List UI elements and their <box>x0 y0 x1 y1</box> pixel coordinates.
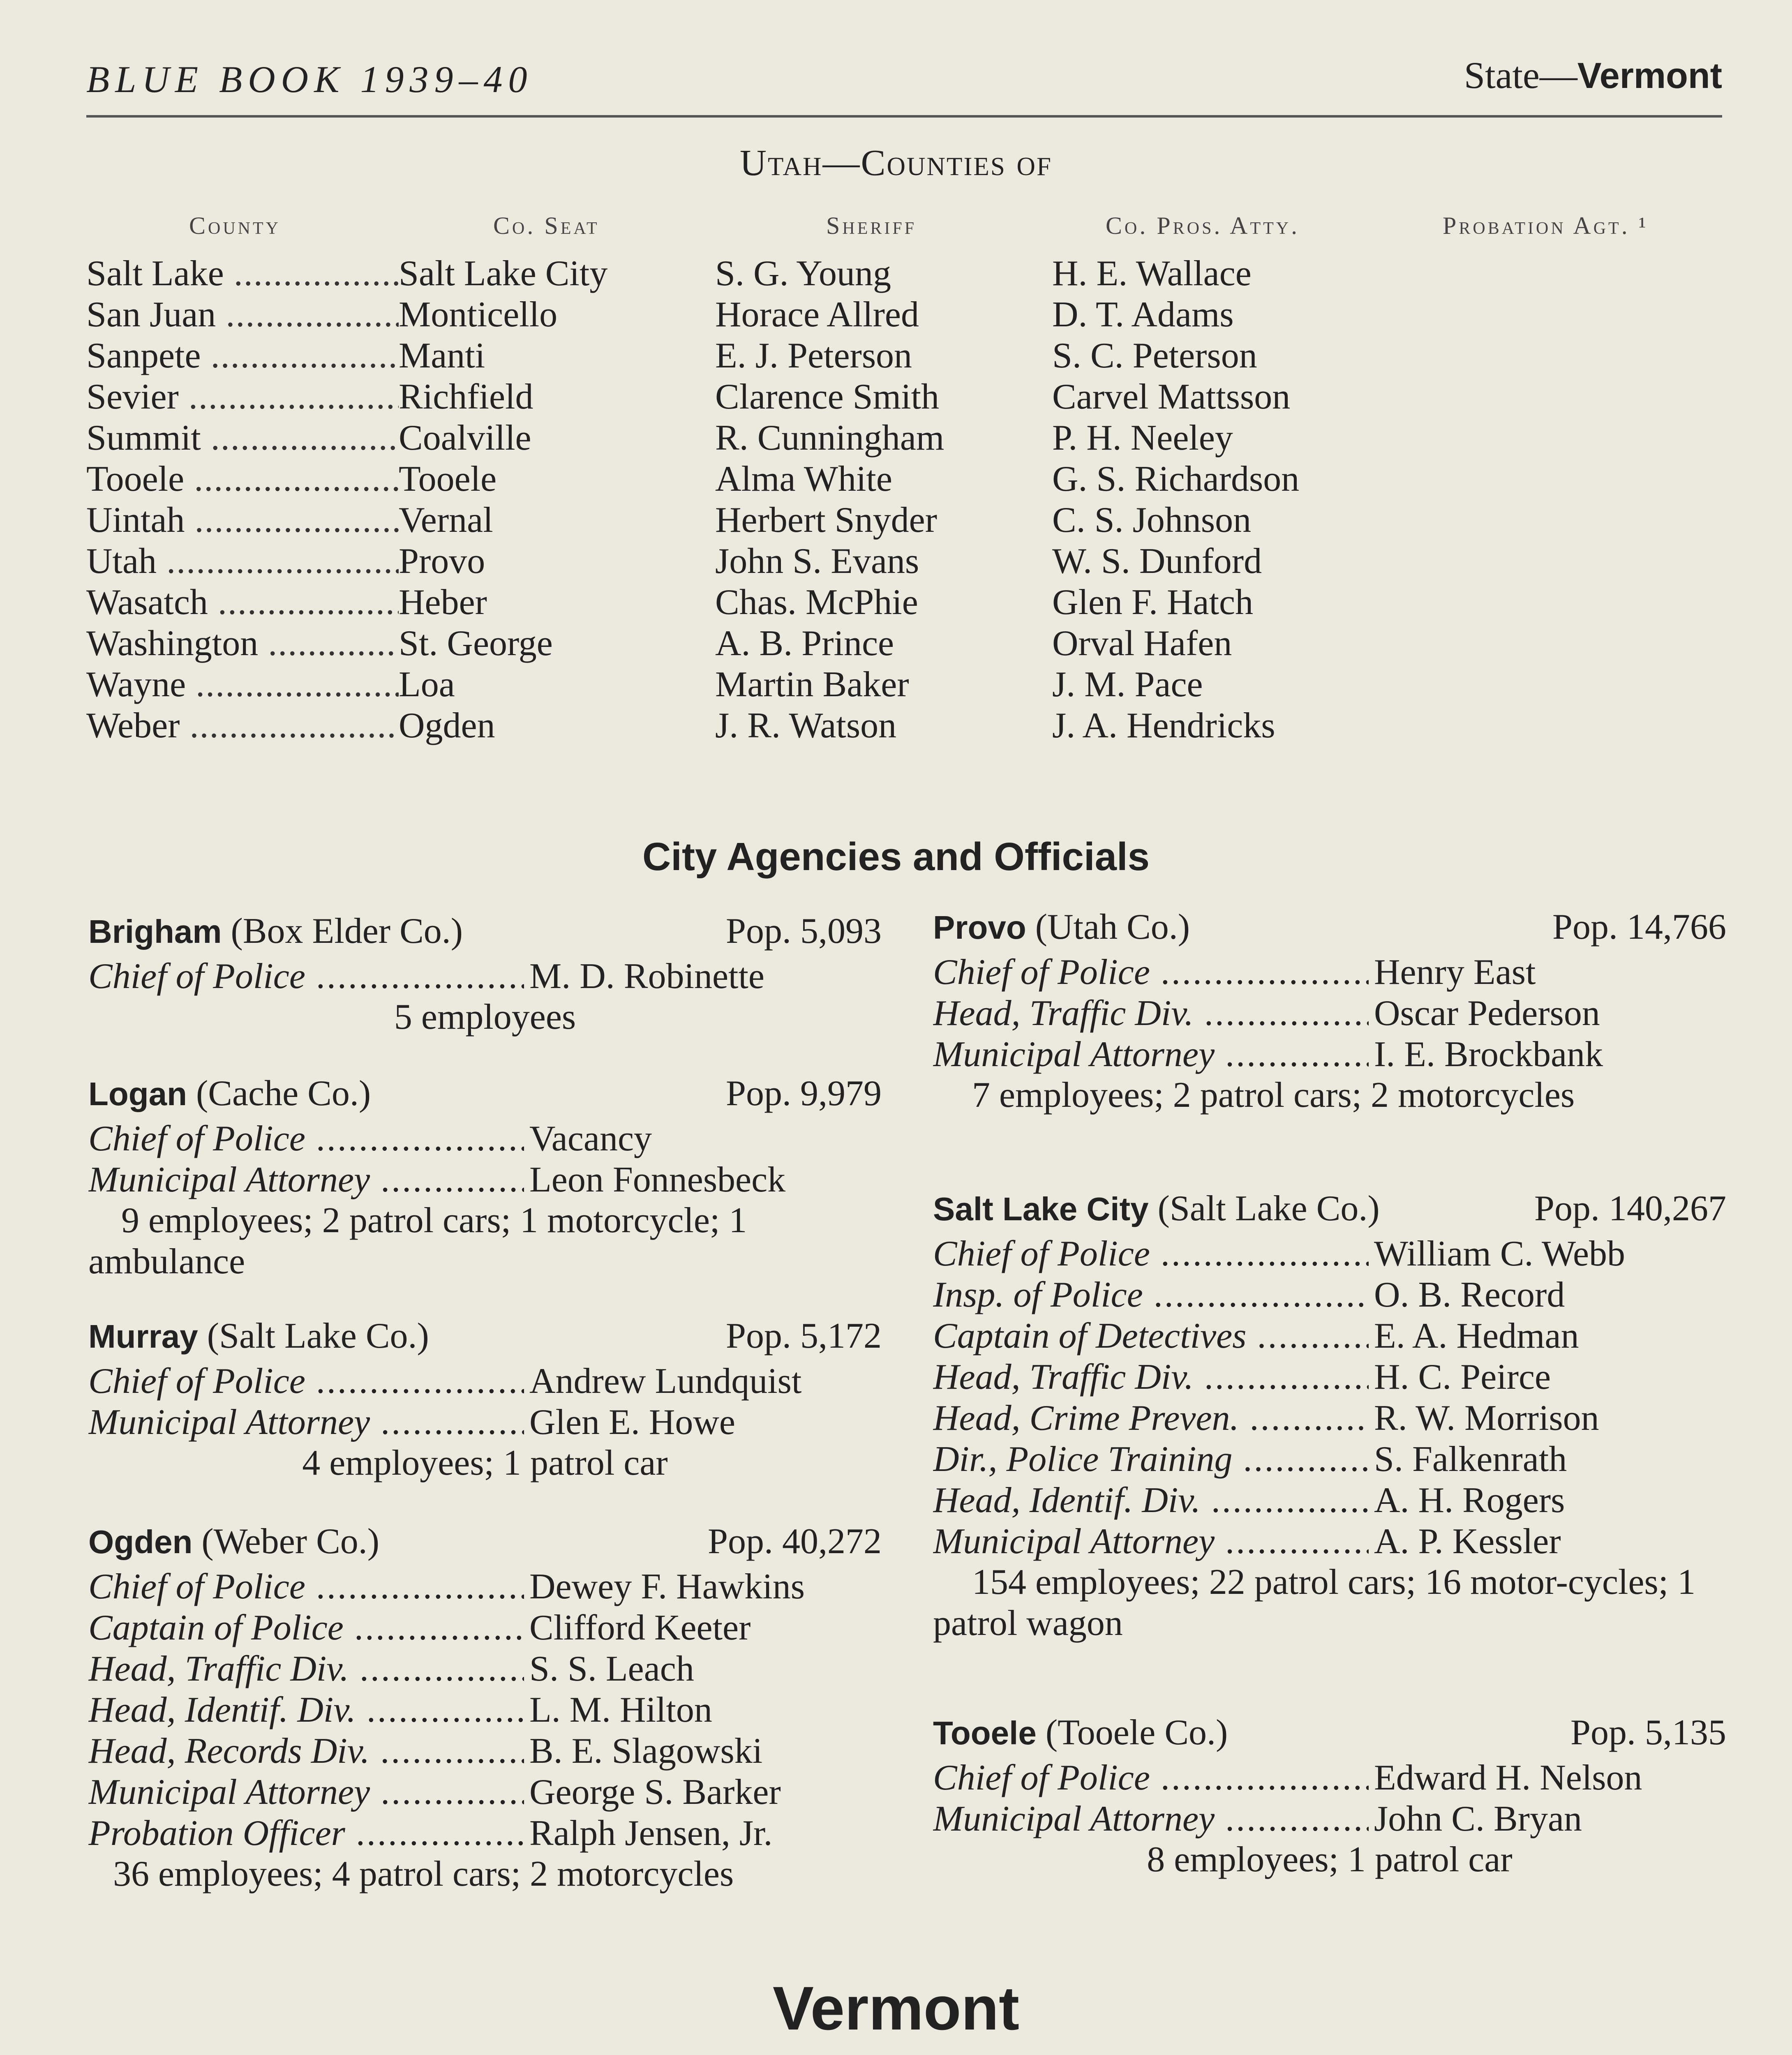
official-name: John C. Bryan <box>1371 1798 1582 1840</box>
atty-cell: D. T. Adams <box>1052 295 1234 335</box>
official-name: Henry East <box>1371 951 1536 993</box>
official-title: Municipal Attorney <box>88 1402 370 1442</box>
col-header-sheriff: Sheriff <box>826 212 917 239</box>
sheriff-cell: Herbert Snyder <box>715 500 938 540</box>
official-row <box>933 993 1726 1034</box>
table-row <box>0 582 1792 623</box>
col-header-probation: Probation Agt. ¹ <box>1443 212 1649 239</box>
seat-cell: Manti <box>399 336 485 376</box>
atty-cell: W. S. Dunford <box>1052 541 1262 581</box>
official-name: S. Falkenrath <box>1371 1438 1567 1480</box>
atty-cell: P. H. Neeley <box>1052 418 1233 458</box>
atty-cell: C. S. Johnson <box>1052 500 1252 540</box>
official-name: Andrew Lundquist <box>526 1360 801 1402</box>
official-row <box>933 1798 1726 1839</box>
city-block-logan <box>88 1073 882 1282</box>
atty-cell: Carvel Mattsson <box>1052 377 1291 417</box>
official-name: Dewey F. Hawkins <box>526 1566 805 1607</box>
table-row <box>0 458 1792 499</box>
sheriff-cell: A. B. Prince <box>715 623 894 663</box>
city-block-provo <box>933 906 1726 1116</box>
official-title: Head, Identif. Div. <box>933 1480 1201 1520</box>
seat-cell: Vernal <box>399 500 493 540</box>
official-row <box>88 1771 882 1813</box>
official-name: H. C. Peirce <box>1371 1356 1551 1398</box>
city-name: Salt Lake City <box>933 1191 1149 1227</box>
official-title: Captain of Detectives <box>933 1316 1247 1356</box>
official-title: Dir., Police Training <box>933 1439 1233 1479</box>
county-cell: Sanpete ..... <box>86 335 399 376</box>
official-title: Municipal Attorney <box>88 1772 370 1812</box>
official-name: William C. Webb <box>1371 1233 1625 1275</box>
col-header-atty: Co. Pros. Atty. <box>1106 212 1300 239</box>
atty-cell: S. C. Peterson <box>1052 336 1257 376</box>
city-agencies-heading: City Agencies and Officials <box>642 835 1150 879</box>
official-name: A. P. Kessler <box>1371 1521 1561 1562</box>
official-name: Glen E. Howe <box>526 1402 735 1443</box>
official-row <box>88 1607 882 1648</box>
city-county: (Cache Co.) <box>187 1074 371 1113</box>
official-row <box>933 1521 1726 1562</box>
seat-cell: Monticello <box>399 295 558 335</box>
official-title: Chief of Police <box>88 1119 305 1159</box>
official-row <box>933 1274 1726 1315</box>
city-population: Pop. 5,093 <box>726 911 882 951</box>
official-name: M. D. Robinette <box>526 956 764 997</box>
city-name: Ogden <box>88 1524 193 1560</box>
official-row <box>88 1648 882 1689</box>
official-title: Chief of Police <box>88 1361 305 1401</box>
county-cell: Utah ..... <box>86 540 399 582</box>
official-title: Chief of Police <box>933 952 1150 992</box>
county-cell: Wayne ..... <box>86 664 399 705</box>
col-header-seat: Co. Seat <box>493 212 600 239</box>
official-title: Head, Traffic Div. <box>933 1357 1194 1397</box>
official-row <box>88 1813 882 1854</box>
city-header <box>88 910 882 956</box>
official-row <box>88 1566 882 1607</box>
state-title: Vermont <box>772 1974 1020 2043</box>
official-row <box>933 1757 1726 1798</box>
table-row <box>0 664 1792 705</box>
official-title: Municipal Attorney <box>933 1034 1215 1074</box>
official-row <box>88 1118 882 1159</box>
county-cell: Washington ..... <box>86 623 399 664</box>
city-county: (Box Elder Co.) <box>222 911 463 951</box>
official-title: Municipal Attorney <box>933 1799 1215 1839</box>
city-county: (Salt Lake Co.) <box>1148 1189 1380 1228</box>
city-county: (Tooele Co.) <box>1036 1713 1228 1753</box>
utah-counties-caption: Utah—Counties of <box>740 143 1052 183</box>
table-row <box>0 540 1792 582</box>
official-row <box>933 1397 1726 1438</box>
seat-cell: Salt Lake City <box>399 254 608 293</box>
seat-cell: Coalville <box>399 418 531 458</box>
city-population: Pop. 9,979 <box>726 1074 882 1113</box>
city-note: 36 employees; 4 patrol cars; 2 motorcycles <box>113 1854 734 1894</box>
city-note: 8 employees; 1 patrol car <box>1147 1840 1513 1880</box>
county-cell: San Juan ..... <box>86 294 399 335</box>
county-cell: Wasatch ..... <box>86 582 399 623</box>
atty-cell: G. S. Richardson <box>1052 459 1300 499</box>
official-title: Head, Crime Preven. <box>933 1398 1239 1438</box>
city-population: Pop. 40,272 <box>708 1522 882 1561</box>
header-rule <box>86 115 1722 118</box>
running-header-section: State—Vermont <box>1464 54 1722 96</box>
official-name: Vacancy <box>526 1118 652 1159</box>
city-header <box>933 1188 1726 1233</box>
official-row <box>933 1438 1726 1480</box>
sheriff-cell: Martin Baker <box>715 665 909 704</box>
col-header-county: County <box>189 212 281 239</box>
city-county: (Weber Co.) <box>192 1522 380 1561</box>
seat-cell: St. George <box>399 623 553 663</box>
city-name: Murray <box>88 1318 198 1355</box>
city-note: 9 employees; 2 patrol cars; 1 motorcycle; 1 ambulance <box>88 1201 747 1281</box>
atty-cell: H. E. Wallace <box>1052 254 1252 293</box>
official-row <box>933 1034 1726 1075</box>
official-row <box>88 1730 882 1771</box>
official-row <box>88 1402 882 1443</box>
official-name: L. M. Hilton <box>526 1689 712 1731</box>
table-row <box>0 499 1792 540</box>
official-row <box>933 1315 1726 1356</box>
atty-cell: J. A. Hendricks <box>1052 706 1275 746</box>
atty-cell: J. M. Pace <box>1052 665 1203 704</box>
city-note: 4 employees; 1 patrol car <box>302 1443 668 1483</box>
city-header <box>933 906 1726 951</box>
official-title: Captain of Police <box>88 1608 344 1648</box>
seat-cell: Ogden <box>399 706 495 746</box>
city-note: 7 employees; 2 patrol cars; 2 motorcycles <box>972 1075 1575 1115</box>
city-header <box>88 1073 882 1118</box>
official-name: S. S. Leach <box>526 1648 694 1690</box>
official-name: B. E. Slagowski <box>526 1730 762 1772</box>
sheriff-cell: S. G. Young <box>715 254 891 293</box>
table-row <box>0 294 1792 335</box>
official-title: Chief of Police <box>933 1234 1150 1274</box>
official-row <box>933 951 1726 993</box>
official-name: A. H. Rogers <box>1371 1480 1565 1521</box>
city-note: 154 employees; 22 patrol cars; 16 motor-cycles; 1 patrol wagon <box>933 1562 1696 1643</box>
running-header-title: BLUE BOOK 1939–40 <box>86 58 533 100</box>
table-row <box>0 335 1792 376</box>
city-population: Pop. 5,135 <box>1570 1713 1726 1753</box>
official-row <box>88 1689 882 1730</box>
official-row <box>933 1233 1726 1274</box>
official-title: Head, Traffic Div. <box>933 993 1194 1033</box>
official-name: E. A. Hedman <box>1371 1315 1579 1357</box>
city-county: (Salt Lake Co.) <box>198 1316 429 1356</box>
city-note: 5 employees <box>394 997 576 1037</box>
official-title: Municipal Attorney <box>88 1160 370 1200</box>
county-cell: Summit ..... <box>86 417 399 459</box>
sheriff-cell: Clarence Smith <box>715 377 939 417</box>
official-name: Ralph Jensen, Jr. <box>526 1813 773 1854</box>
table-row <box>0 376 1792 417</box>
sheriff-cell: E. J. Peterson <box>715 336 912 376</box>
city-population: Pop. 14,766 <box>1552 907 1726 947</box>
city-block-ogden <box>88 1521 882 1895</box>
county-cell: Salt Lake ..... <box>86 253 399 294</box>
county-cell: Tooele ..... <box>86 458 399 500</box>
table-row <box>0 705 1792 746</box>
official-name: Leon Fonnesbeck <box>526 1159 785 1201</box>
sheriff-cell: John S. Evans <box>715 541 919 581</box>
atty-cell: Orval Hafen <box>1052 623 1232 663</box>
city-name: Brigham <box>88 913 222 950</box>
official-title: Insp. of Police <box>933 1275 1143 1315</box>
official-title: Chief of Police <box>88 1567 305 1607</box>
seat-cell: Loa <box>399 665 455 704</box>
city-header <box>88 1521 882 1566</box>
official-name: Clifford Keeter <box>526 1607 751 1649</box>
official-name: George S. Barker <box>526 1771 781 1813</box>
city-header <box>88 1315 882 1360</box>
official-title: Probation Officer <box>88 1813 345 1853</box>
city-header <box>933 1712 1726 1757</box>
table-row <box>0 623 1792 664</box>
official-title: Municipal Attorney <box>933 1522 1215 1561</box>
city-block-tooele <box>933 1712 1726 1880</box>
city-county: (Utah Co.) <box>1026 907 1190 947</box>
sheriff-cell: Horace Allred <box>715 295 919 335</box>
city-block-murray <box>88 1315 882 1484</box>
official-name: O. B. Record <box>1371 1274 1565 1316</box>
sheriff-cell: Alma White <box>715 459 892 499</box>
official-title: Head, Records Div. <box>88 1731 370 1771</box>
seat-cell: Richfield <box>399 377 533 417</box>
sheriff-cell: R. Cunningham <box>715 418 944 458</box>
city-block-salt-lake-city <box>933 1188 1726 1644</box>
county-cell: Weber ..... <box>86 705 399 746</box>
city-population: Pop. 5,172 <box>726 1316 882 1356</box>
city-name: Logan <box>88 1076 187 1112</box>
seat-cell: Tooele <box>399 459 497 499</box>
official-row <box>933 1356 1726 1397</box>
official-title: Chief of Police <box>88 956 305 996</box>
atty-cell: Glen F. Hatch <box>1052 582 1254 622</box>
official-name: Edward H. Nelson <box>1371 1757 1642 1799</box>
official-row <box>88 956 882 997</box>
official-name: Oscar Pederson <box>1371 993 1600 1034</box>
official-name: R. W. Morrison <box>1371 1397 1599 1439</box>
official-title: Head, Identif. Div. <box>88 1690 356 1730</box>
sheriff-cell: Chas. McPhie <box>715 582 918 622</box>
official-row <box>933 1480 1726 1521</box>
county-cell: Sevier ..... <box>86 376 399 418</box>
city-name: Tooele <box>933 1715 1037 1751</box>
official-row <box>88 1360 882 1402</box>
seat-cell: Heber <box>399 582 487 622</box>
city-block-brigham <box>88 910 882 1038</box>
official-name: I. E. Brockbank <box>1371 1034 1603 1075</box>
city-name: Provo <box>933 909 1026 946</box>
county-cell: Uintah ..... <box>86 499 399 541</box>
sheriff-cell: J. R. Watson <box>715 706 897 746</box>
official-row <box>88 1159 882 1200</box>
official-title: Chief of Police <box>933 1758 1150 1798</box>
official-title: Head, Traffic Div. <box>88 1649 349 1689</box>
table-row <box>0 253 1792 294</box>
table-row <box>0 417 1792 458</box>
city-population: Pop. 140,267 <box>1534 1189 1726 1228</box>
seat-cell: Provo <box>399 541 485 581</box>
